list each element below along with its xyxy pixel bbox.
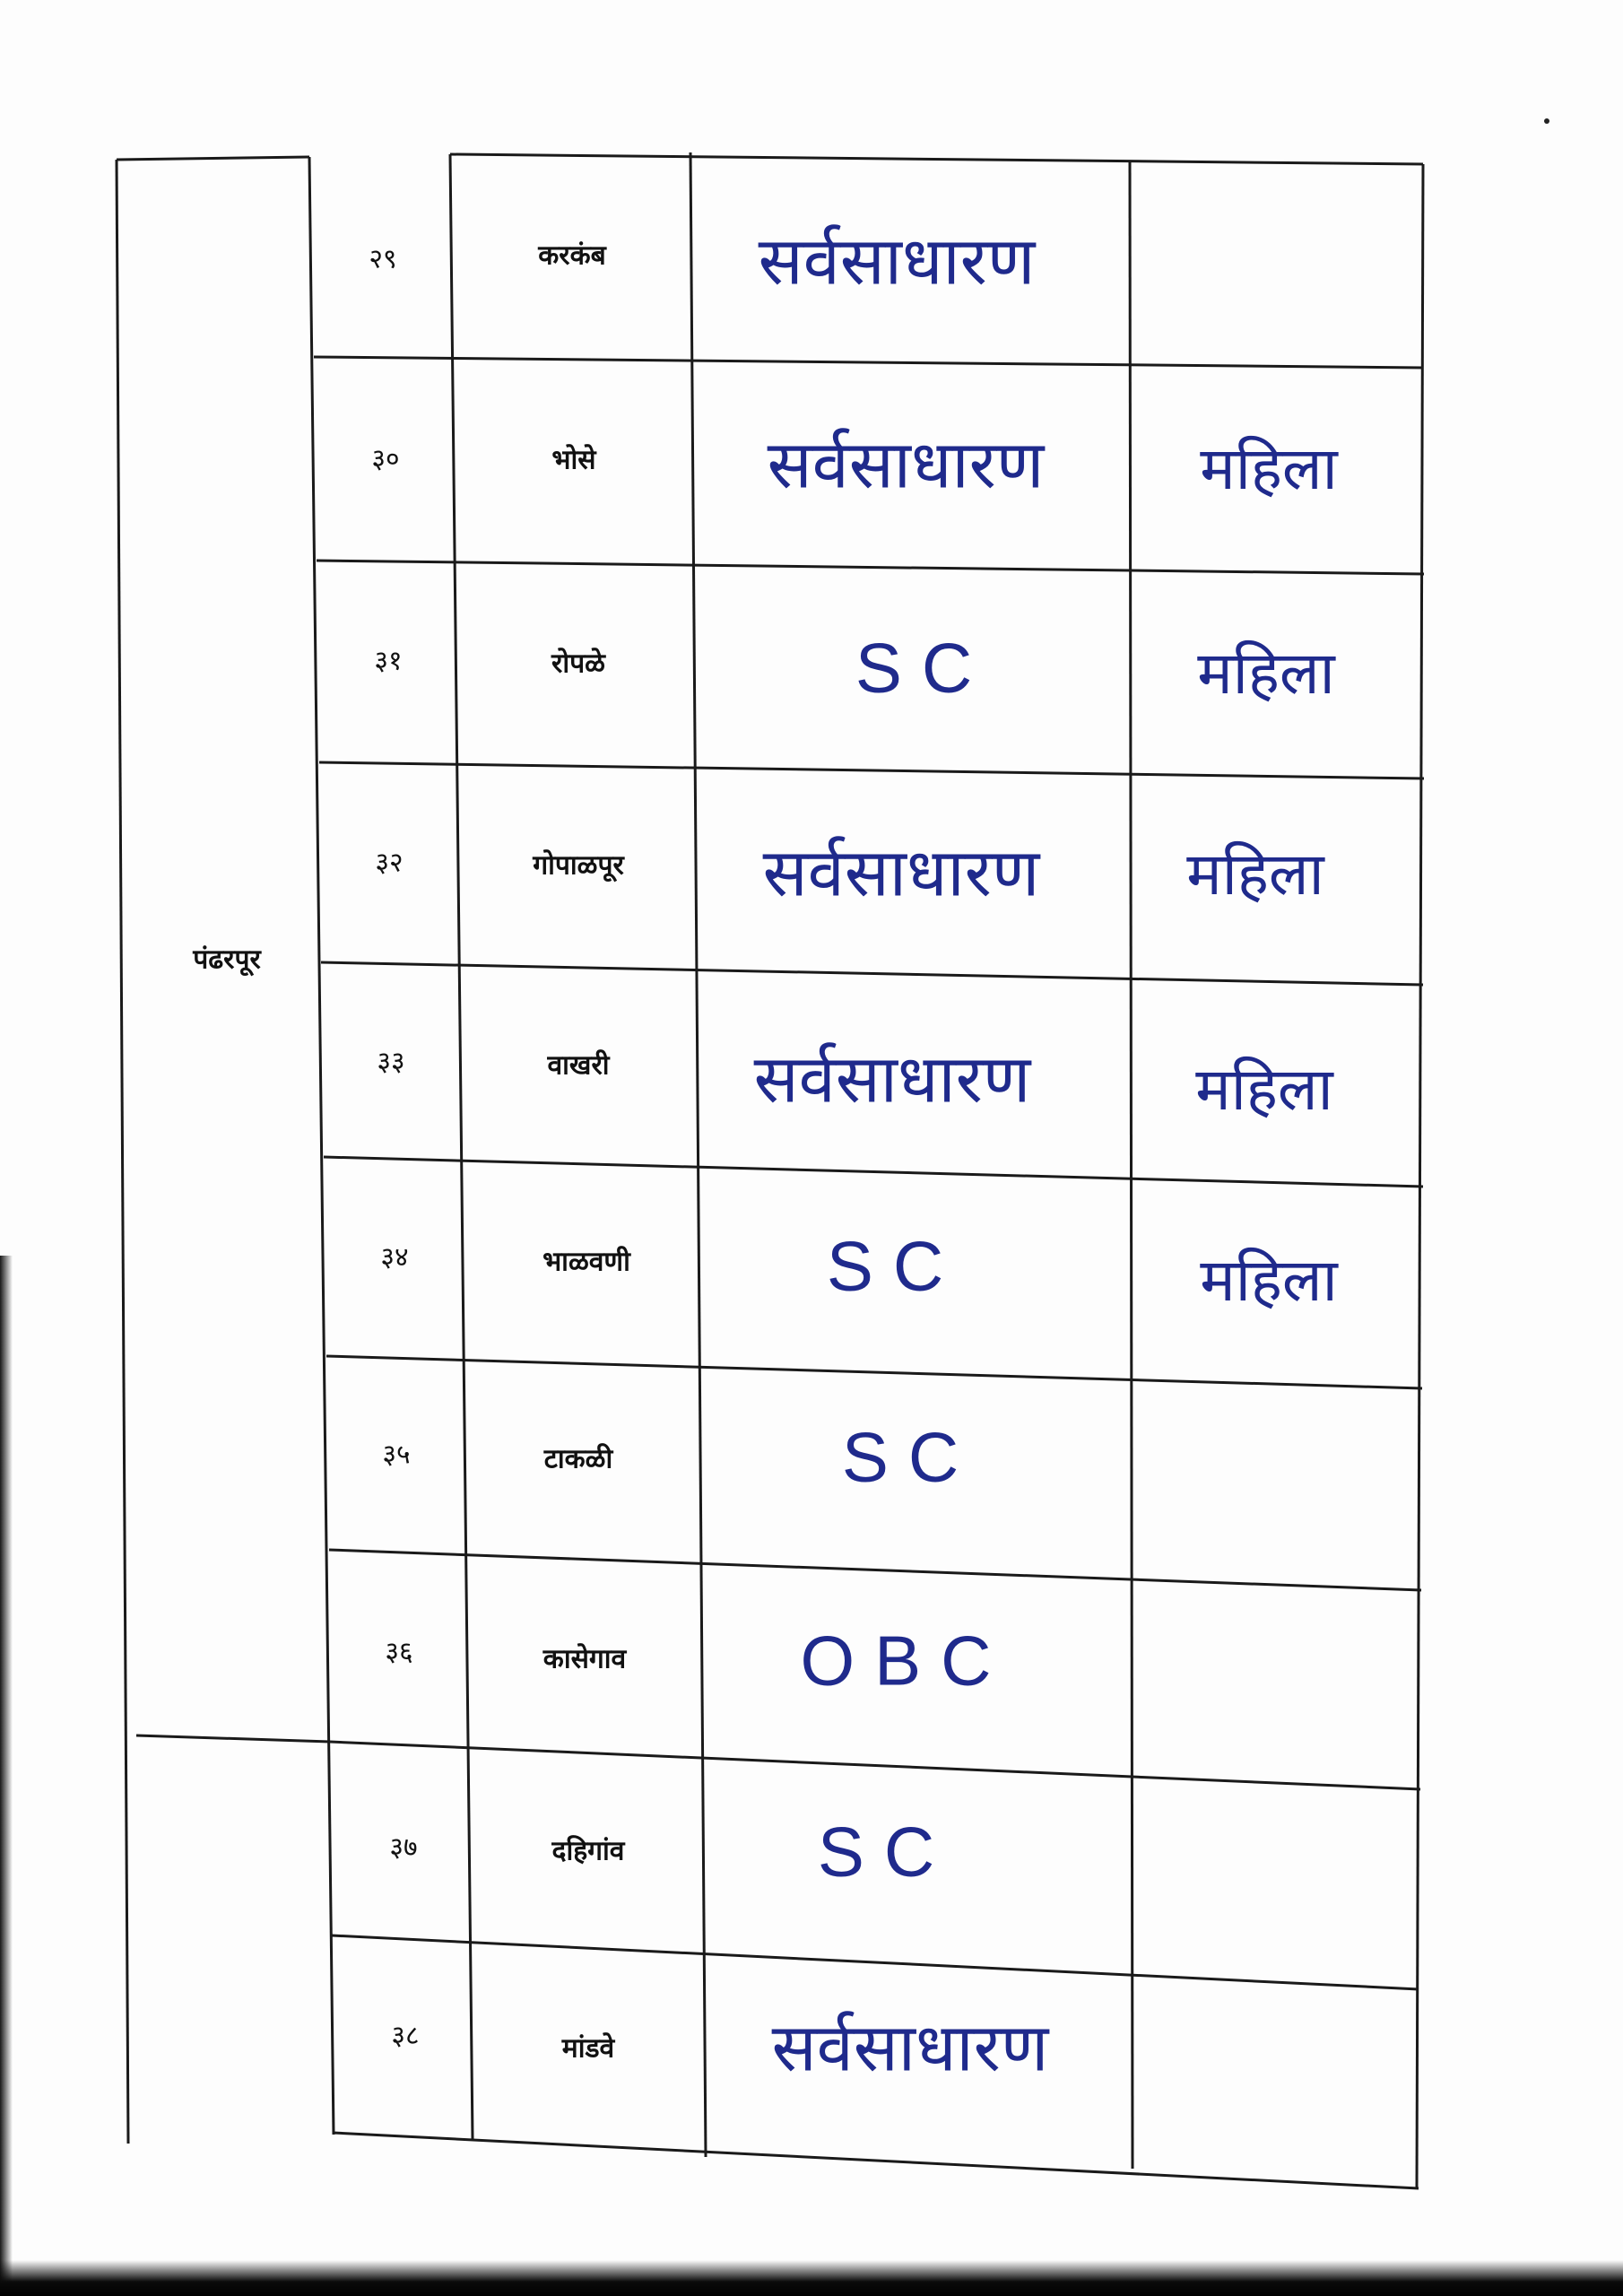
village-name: कासेगाव [542, 1643, 627, 1675]
category-handwritten: सर्वसाधारण [771, 2009, 1049, 2087]
serial-number: ३५ [382, 1439, 411, 1471]
grid-line-name-divider [690, 152, 706, 2157]
grid-line-taluka-divider [309, 157, 334, 2135]
grid-line-row [329, 1550, 1421, 1590]
village-name: वाखरी [547, 1049, 610, 1082]
taluka-name: पंढरपूर [193, 944, 261, 976]
reservation-handwritten: महिला [1200, 1246, 1338, 1315]
category-handwritten: OBC [800, 1621, 1011, 1700]
grid-line-row [319, 762, 1424, 778]
village-name: मांडवे [561, 2032, 615, 2065]
grid-line-bottom-border [334, 2133, 1419, 2188]
category-handwritten: SC [855, 628, 993, 708]
grid-line-top-taluka [117, 157, 309, 160]
serial-number: ३३ [377, 1046, 405, 1078]
grid-line-row [314, 357, 1423, 368]
grid-line-number-divider [450, 154, 473, 2139]
grid-line-row [324, 1157, 1423, 1187]
village-name: करकंब [538, 239, 606, 272]
grid-line-category-divider [1130, 161, 1133, 2169]
serial-number: ३४ [380, 1241, 409, 1274]
category-handwritten: SC [826, 1226, 964, 1306]
village-name: भाळवणी [542, 1246, 630, 1278]
village-name: भोसे [551, 444, 596, 476]
reservation-handwritten: महिला [1195, 1055, 1333, 1124]
village-name: गोपाळपूर [533, 849, 624, 882]
grid-line-right-border [1417, 164, 1423, 2188]
grid-line-left-border [117, 160, 128, 2144]
village-name: टाकळी [543, 1443, 613, 1475]
village-name: रोपळे [551, 648, 605, 680]
serial-number: ३० [371, 443, 400, 475]
village-name: दहिगांव [551, 1835, 625, 1867]
grid-line-row [321, 962, 1423, 985]
grid-line-top-border [450, 154, 1423, 164]
category-handwritten: सर्वसाधारण [767, 426, 1045, 504]
serial-number: ३६ [385, 1636, 413, 1668]
serial-number: ३२ [375, 847, 404, 879]
scan-speck [1544, 118, 1549, 124]
reservation-handwritten: महिला [1186, 839, 1324, 909]
category-handwritten: सर्वसाधारण [753, 1040, 1031, 1118]
grid-line-row [332, 1935, 1419, 1989]
grid-line-row [330, 1742, 1420, 1789]
grid-line-row [326, 1356, 1422, 1388]
reservation-handwritten: महिला [1197, 639, 1335, 708]
category-handwritten: SC [817, 1812, 955, 1892]
serial-number: २९ [369, 243, 397, 275]
serial-number: ३८ [391, 2020, 420, 2052]
serial-number: ३१ [374, 645, 403, 677]
category-handwritten: सर्वसाधारण [758, 222, 1036, 300]
grid-line-row [317, 561, 1424, 574]
serial-number: ३७ [389, 1831, 418, 1864]
reservation-handwritten: महिला [1200, 434, 1338, 503]
scan-edge-shadow-left [0, 1256, 13, 2296]
category-handwritten: SC [841, 1417, 979, 1497]
scan-edge-shadow-bottom [0, 2260, 1623, 2296]
grid-line-taluka-group [136, 1735, 330, 1742]
category-handwritten: सर्वसाधारण [762, 834, 1040, 912]
